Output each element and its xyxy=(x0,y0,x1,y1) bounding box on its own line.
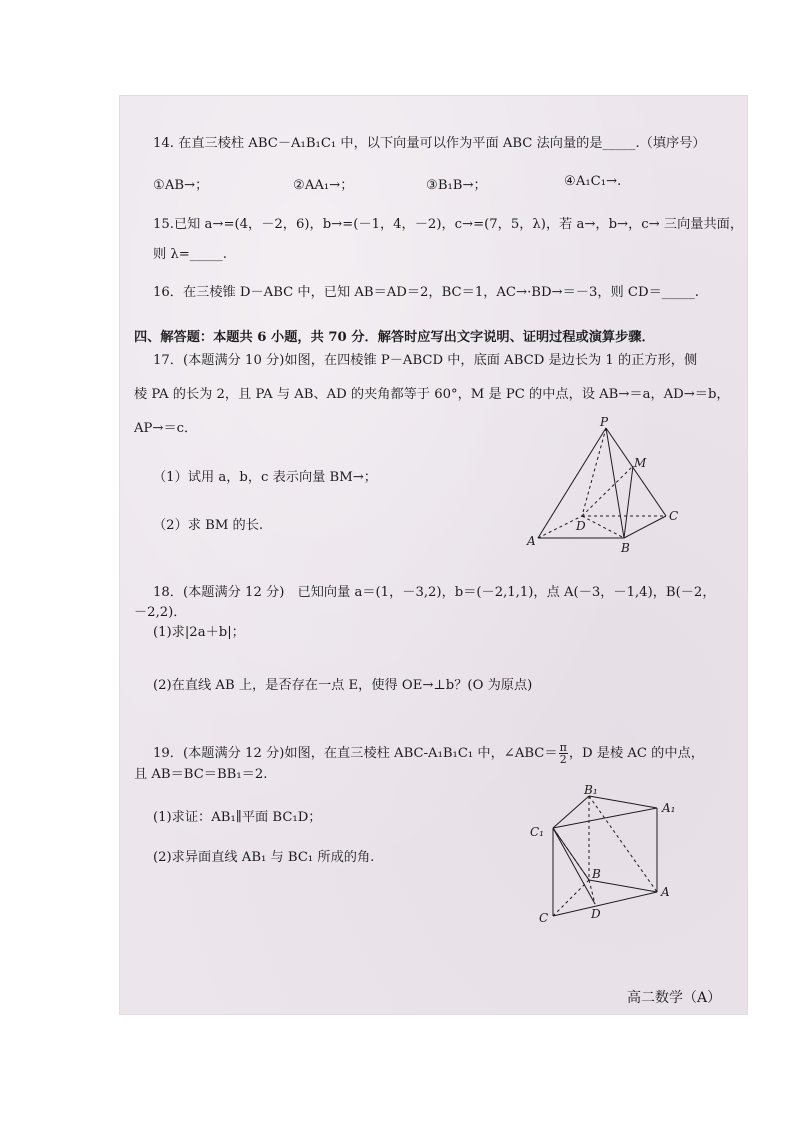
fig19-label-b: B xyxy=(592,867,601,881)
q17-stem-line2: 棱 PA 的长为 2，且 PA 与 AB、AD 的夹角都等于 60°，M 是 PC 的中点，设 AB→＝a，AD→＝b， xyxy=(134,387,730,402)
fig19-label-c: C xyxy=(539,911,549,925)
q19-part1: (1)求证：AB₁∥平面 BC₁D； xyxy=(153,810,322,825)
fig19-label-b1: B₁ xyxy=(584,783,598,797)
q19-stem-pre: 19．(本题满分 12 分)如图，在直三棱柱 ABC-A₁B₁C₁ 中，∠ABC＝ xyxy=(153,746,558,761)
q14-option-1: ①AB→； xyxy=(153,178,209,193)
q14-option-3: ③B₁B→； xyxy=(426,178,487,193)
q17-part2: （2）求 BM 的长. xyxy=(153,518,264,533)
q19-stem-post: ，D 是棱 AC 的中点， xyxy=(568,746,704,761)
fig19-label-c1: C₁ xyxy=(530,825,544,839)
q15-stem-line2: 则 λ=_____. xyxy=(153,247,227,262)
q19-fraction-numerator: π xyxy=(559,741,567,754)
q15-stem-line1: 15.已知 a→=(4，－2，6)，b→=(－1，4，－2)，c→=(7，5，λ)，若 a→，b→，c→ 三向量共面， xyxy=(153,217,744,232)
prism-figure xyxy=(528,783,678,926)
q19-part2: (2)求异面直线 AB₁ 与 BC₁ 所成的角. xyxy=(153,850,375,865)
fig19-label-a1: A₁ xyxy=(662,801,676,815)
q18-stem-line2: －2,2)． xyxy=(134,605,187,620)
q19-fraction-denominator: 2 xyxy=(559,753,567,766)
q17-stem-line1: 17．(本题满分 10 分)如图，在四棱锥 P－ABCD 中，底面 ABCD 是边长为 1 的正方形，侧 xyxy=(153,353,698,368)
scanned-page xyxy=(120,96,747,1014)
fig17-label-a: A xyxy=(527,534,536,548)
fig17-label-c: C xyxy=(669,509,679,523)
q16-stem: 16．在三棱锥 D－ABC 中，已知 AB＝AD＝2，BC＝1，AC→·BD→＝－3，则 CD＝_____. xyxy=(153,285,699,300)
q17-part1: （1）试用 a，b，c 表示向量 BM→； xyxy=(153,470,377,485)
pyramid-figure xyxy=(524,415,704,560)
page-footer-label: 高二数学（A） xyxy=(627,990,722,1006)
q19-stem-line1 xyxy=(153,742,704,765)
q14-stem: 14. 在直三棱柱 ABC－A₁B₁C₁ 中，以下向量可以作为平面 ABC 法向量的是_____.（填序号） xyxy=(153,136,706,151)
q14-option-4: ④A₁C₁→. xyxy=(564,174,622,189)
q18-part1: (1)求|2a＋b|； xyxy=(153,625,245,640)
fig19-label-d: D xyxy=(591,907,601,921)
section-heading: 四、解答题：本题共 6 小题，共 70 分．解答时应写出文字说明、证明过程或演算步骤． xyxy=(134,330,655,345)
fig17-label-d: D xyxy=(576,519,586,533)
fig17-label-b: B xyxy=(621,541,630,555)
q19-stem-line2: 且 AB＝BC＝BB₁＝2. xyxy=(134,767,268,782)
q19-angle-fraction xyxy=(559,742,568,765)
fig17-label-m: M xyxy=(634,456,647,470)
q18-part2: (2)在直线 AB 上，是否存在一点 E，使得 OE→⊥b？(O 为原点) xyxy=(153,678,533,693)
q17-stem-line3: AP→＝c． xyxy=(134,421,198,436)
q18-stem-line1: 18．(本题满分 12 分) 已知向量 a＝(1，－3,2)，b＝(－2,1,1)，点 A(－3，－1,4)，B(－2， xyxy=(153,585,716,600)
fig19-label-a: A xyxy=(661,885,670,899)
q14-option-2: ②AA₁→； xyxy=(293,178,354,193)
fig17-label-p: P xyxy=(600,415,609,429)
